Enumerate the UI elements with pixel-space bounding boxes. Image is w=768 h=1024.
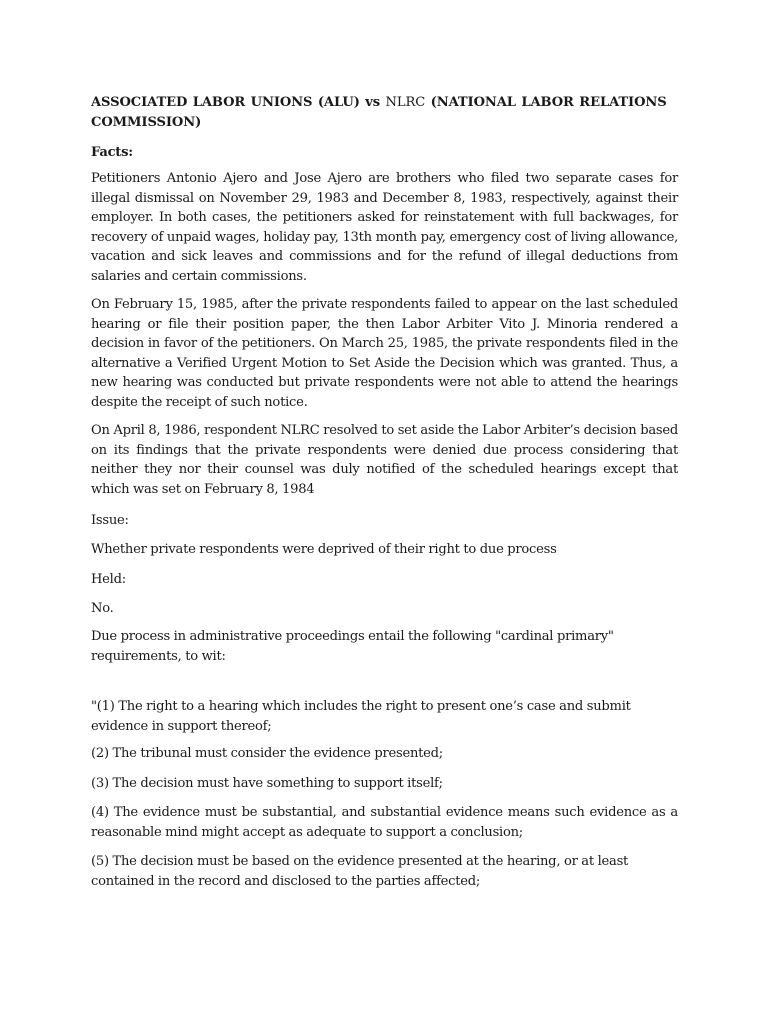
facts-heading: Facts:: [91, 145, 133, 160]
held-text: No.: [91, 601, 114, 616]
case-title: [91, 93, 678, 132]
requirement-1: "(1) The right to a hearing which includes the right to present one’s case and submit evidence in support thereof;: [91, 699, 631, 734]
facts-paragraph-2: On February 15, 1985, after the private respondents failed to appear on the last scheduled hearing or file their position paper, the then Labor Arbiter Vito J. Minoria rendered a decision in favor of the petitioners. On March 25, 1985, the private respondents filed in the alternative a Verified Urgent Motion to Set Aside the Decision which was granted. Thus, a new hearing was conducted but private respondents were not able to attend the hearings despite the receipt of such notice.: [91, 297, 678, 410]
case-title-respondent-full: (NATIONAL LABOR RELATIONS COMMISSION): [91, 95, 667, 130]
requirement-4: (4) The evidence must be substantial, and substantial evidence means such evidence as a reasonable mind might accept as adequate to support a conclusion;: [91, 805, 678, 840]
facts-paragraph-3: On April 8, 1986, respondent NLRC resolved to set aside the Labor Arbiter’s decision based on its findings that the private respondents were denied due process considering that neither they nor their counsel was duly notified of the scheduled hearings except that which was set on February 8, 1984: [91, 423, 678, 497]
due-process-intro: Due process in administrative proceedings entail the following "cardinal primary" requirements, to wit:: [91, 629, 614, 664]
held-heading: Held:: [91, 572, 126, 587]
case-title-respondent: NLRC: [385, 95, 426, 110]
requirement-5: (5) The decision must be based on the evidence presented at the hearing, or at least contained in the record and disclosed to the parties affected;: [91, 854, 629, 889]
requirement-3: (3) The decision must have something to support itself;: [91, 776, 443, 791]
issue-heading: Issue:: [91, 513, 129, 528]
facts-paragraph-1: Petitioners Antonio Ajero and Jose Ajero are brothers who filed two separate cases for illegal dismissal on November 29, 1983 and December 8, 1983, respectively, against their employer. In both cases, the petitioners asked for reinstatement with full backwages, for recovery of unpaid wages, holiday pay, 13th month pay, emergency cost of living allowance, vacation and sick leaves and commissions and for the refund of illegal deductions from salaries and certain commissions.: [91, 171, 678, 284]
issue-text: Whether private respondents were deprived of their right to due process: [91, 542, 557, 557]
case-title-parties: ASSOCIATED LABOR UNIONS (ALU) vs: [91, 95, 386, 110]
requirement-2: (2) The tribunal must consider the evidence presented;: [91, 746, 443, 761]
